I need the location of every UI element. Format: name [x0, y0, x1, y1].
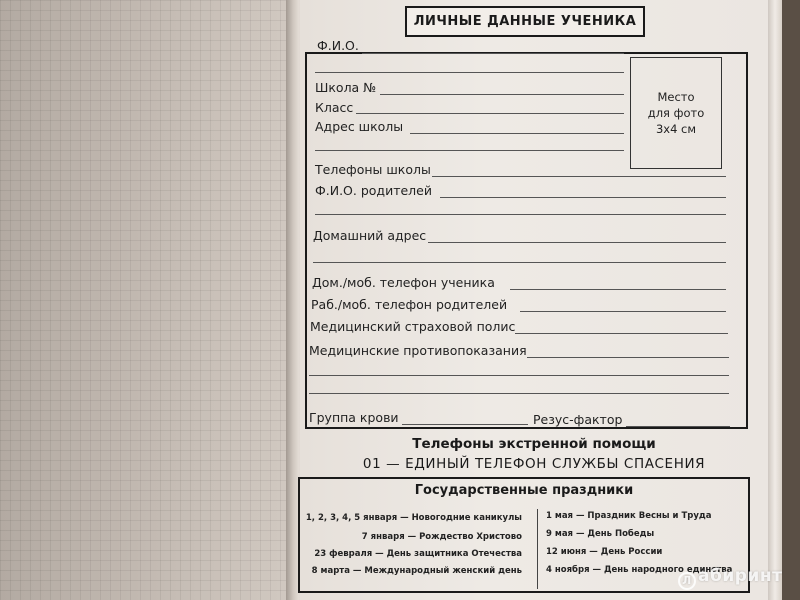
field-label-parents-phone: Раб./моб. телефон родителей: [311, 297, 508, 312]
field-label-insurance: Медицинский страховой полис: [310, 319, 516, 334]
holiday-item: 1 мая — Праздник Весны и Труда: [546, 511, 712, 521]
field-line-fio-2[interactable]: [315, 72, 624, 73]
left-page: [0, 0, 292, 600]
holiday-item: 23 февраля — День защитника Отечества: [314, 549, 522, 559]
field-line-contraindications-3[interactable]: [309, 393, 729, 394]
background-strip: [782, 0, 800, 600]
photo-placeholder: [630, 57, 722, 169]
field-line-insurance[interactable]: [515, 333, 728, 334]
holidays-divider: [537, 509, 538, 589]
holiday-item: 12 июня — День России: [546, 547, 663, 557]
emergency-number: 01 — ЕДИНЫЙ ТЕЛЕФОН СЛУЖБЫ СПАСЕНИЯ: [362, 456, 706, 472]
field-label-rh-factor: Резус-фактор: [533, 412, 623, 427]
field-line-contraindications[interactable]: [527, 357, 729, 358]
field-line-parents-phone[interactable]: [520, 311, 726, 312]
field-line-contraindications-2[interactable]: [309, 375, 729, 376]
emergency-title: Телефоны экстренной помощи: [412, 436, 656, 452]
field-label-contraindications: Медицинские противопоказания: [309, 343, 527, 358]
field-line-school-phones[interactable]: [432, 176, 726, 177]
photo-label-line3: 3x4 см: [655, 122, 697, 136]
field-line-school-no[interactable]: [380, 94, 624, 95]
field-label-student-phone: Дом./моб. телефон ученика: [312, 275, 495, 290]
field-label-school-phones: Телефоны школы: [315, 162, 431, 177]
field-line-home-address[interactable]: [428, 242, 726, 243]
field-line-parents-fio[interactable]: [440, 197, 726, 198]
photo-label-line1: Место: [657, 90, 695, 104]
field-line-parents-fio-2[interactable]: [315, 214, 726, 215]
photo-label-line2: для фото: [647, 106, 705, 120]
field-line-school-address-2[interactable]: [315, 150, 624, 151]
field-label-home-address: Домашний адрес: [313, 228, 427, 243]
watermark-logo-icon: Л: [678, 572, 696, 590]
holiday-item: 8 марта — Международный женский день: [311, 566, 522, 576]
field-line-student-phone[interactable]: [510, 289, 726, 290]
field-line-class[interactable]: [356, 113, 624, 114]
holiday-item: 9 мая — День Победы: [546, 529, 655, 539]
page-title: ЛИЧНЫЕ ДАННЫЕ УЧЕНИКА: [405, 6, 645, 37]
holiday-item: 7 января — Рождество Христово: [361, 532, 522, 542]
field-label-fio: Ф.И.О.: [317, 38, 359, 53]
watermark: [678, 566, 782, 590]
field-line-rh-factor[interactable]: [626, 426, 730, 427]
field-line-school-address[interactable]: [410, 133, 624, 134]
page-edge: [768, 0, 782, 600]
holidays-title: Государственные праздники: [414, 483, 634, 498]
field-line-blood-group[interactable]: [402, 424, 528, 425]
field-line-fio[interactable]: [362, 53, 624, 54]
field-label-parents-fio: Ф.И.О. родителей: [315, 183, 432, 198]
field-label-school-no: Школа №: [315, 80, 377, 95]
field-line-home-address-2[interactable]: [313, 262, 726, 263]
holiday-item: 1, 2, 3, 4, 5 января — Новогодние каникулы: [305, 513, 522, 523]
field-label-blood-group: Группа крови: [309, 410, 399, 425]
holiday-item: 4 ноября — День народного единства: [546, 565, 733, 575]
field-label-school-address: Адрес школы: [315, 119, 404, 134]
field-label-class: Класс: [315, 100, 354, 115]
watermark-text: абиринт: [698, 566, 783, 586]
